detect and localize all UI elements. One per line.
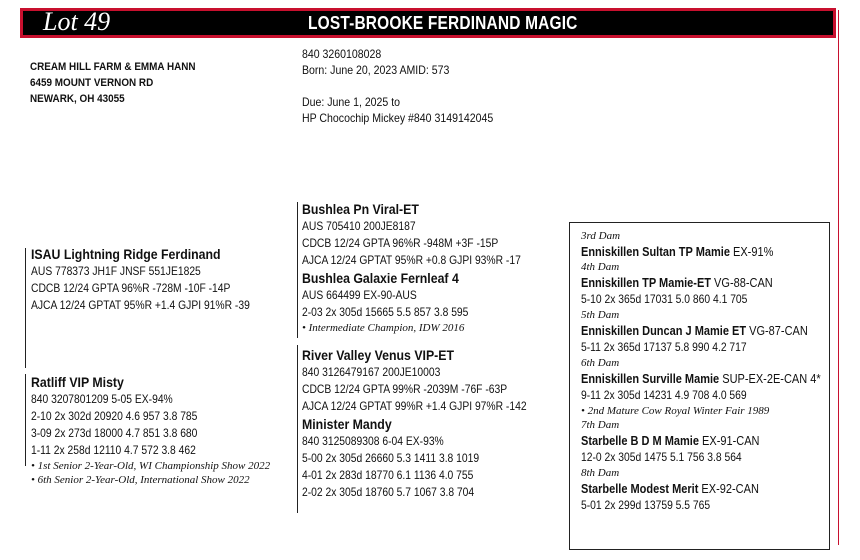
sixth-dam-note: • 2nd Mature Cow Royal Winter Fair 1989 bbox=[581, 405, 770, 417]
dam-block bbox=[31, 373, 270, 487]
dams-dam-line: 840 3125089308 6-04 EX-93% bbox=[302, 434, 444, 448]
third-dam-name: Enniskillen Sultan TP Mamie bbox=[581, 245, 730, 259]
sires-dam-name: Bushlea Galaxie Fernleaf 4 bbox=[302, 270, 459, 286]
owner-line: 6459 MOUNT VERNON RD bbox=[30, 77, 154, 89]
dam-bracket bbox=[25, 374, 26, 466]
fifth-dam-name: Enniskillen Duncan J Mamie ET bbox=[581, 324, 747, 338]
dams-dam-record: 4-01 2x 283d 18770 6.1 1136 4.0 755 bbox=[302, 468, 474, 482]
dam-record: 2-10 2x 302d 20920 4.6 957 3.8 785 bbox=[31, 409, 198, 423]
animal-info bbox=[302, 46, 519, 126]
dams-parents-bracket bbox=[297, 345, 298, 513]
seventh-dam-name: Starbelle B D M Mamie bbox=[581, 434, 699, 448]
owner-info bbox=[30, 59, 214, 107]
dam-generation-label: 3rd Dam bbox=[581, 230, 621, 242]
fifth-dam-score: VG-87-CAN bbox=[746, 324, 808, 338]
seventh-dam-record: 12-0 2x 305d 1475 5.1 756 3.8 564 bbox=[581, 450, 742, 464]
dam-line: 840 3207801209 5-05 EX-94% bbox=[31, 392, 173, 406]
owner-line: NEWARK, OH 43055 bbox=[30, 93, 125, 105]
sires-sire-line: AUS 705410 200JE8187 bbox=[302, 219, 416, 233]
sire-block bbox=[31, 245, 285, 314]
sires-sire-line: CDCB 12/24 GPTA 96%R -948M +3F -15P bbox=[302, 236, 499, 250]
eighth-dam-score: EX-92-CAN bbox=[698, 482, 759, 496]
service-sire: HP Chocochip Mickey #840 3149142045 bbox=[302, 111, 494, 125]
fourth-dam-name: Enniskillen TP Mamie-ET bbox=[581, 276, 712, 290]
lot-number: Lot 49 bbox=[43, 7, 111, 36]
animal-title: LOST-BROOKE FERDINAND MAGIC bbox=[308, 13, 578, 33]
dam-generation-label: 7th Dam bbox=[581, 419, 620, 431]
third-dam-score: EX-91% bbox=[729, 245, 774, 259]
dams-sire-line: CDCB 12/24 GPTA 99%R -2039M -76F -63P bbox=[302, 382, 508, 396]
fourth-dam-record: 5-10 2x 365d 17031 5.0 860 4.1 705 bbox=[581, 292, 748, 306]
sire-name: ISAU Lightning Ridge Ferdinand bbox=[31, 246, 221, 262]
dam-generation-label: 8th Dam bbox=[581, 467, 620, 479]
registration-number: 840 3260108028 bbox=[302, 47, 382, 61]
fourth-dam-score: VG-88-CAN bbox=[711, 276, 773, 290]
owner-line: CREAM HILL FARM & EMMA HANN bbox=[30, 61, 196, 73]
sires-sire-name: Bushlea Pn Viral-ET bbox=[302, 201, 419, 217]
dam-name: Ratliff VIP Misty bbox=[31, 374, 124, 390]
sixth-dam-name: Enniskillen Surville Mamie bbox=[581, 372, 720, 386]
dam-note: • 1st Senior 2-Year-Old, WI Championship Show 2022 bbox=[31, 460, 271, 472]
dam-record: 3-09 2x 273d 18000 4.7 851 3.8 680 bbox=[31, 426, 198, 440]
eighth-dam-name: Starbelle Modest Merit bbox=[581, 482, 699, 496]
dam-generation-label: 6th Dam bbox=[581, 357, 620, 369]
sixth-dam-record: 9-11 2x 305d 14231 4.9 708 4.0 569 bbox=[581, 388, 747, 402]
sires-sire-line: AJCA 12/24 GPTAT 95%R +0.8 GJPI 93%R -17 bbox=[302, 253, 521, 267]
dams-sire-name: River Valley Venus VIP-ET bbox=[302, 347, 455, 363]
birth-info: Born: June 20, 2023 AMID: 573 bbox=[302, 63, 450, 77]
eighth-dam-record: 5-01 2x 299d 13759 5.5 765 bbox=[581, 498, 711, 512]
dam-record: 1-11 2x 258d 12110 4.7 572 3.8 462 bbox=[31, 443, 196, 457]
sire-bracket bbox=[25, 248, 26, 368]
dams-sire-line: 840 3126479167 200JE10003 bbox=[302, 365, 441, 379]
sire-line: AUS 778373 JH1F JNSF 551JE1825 bbox=[31, 264, 201, 278]
sixth-dam-score: SUP-EX-2E-CAN 4* bbox=[719, 372, 821, 386]
sires-dam-record: 2-03 2x 305d 15665 5.5 857 3.8 595 bbox=[302, 305, 469, 319]
fifth-dam-record: 5-11 2x 365d 17137 5.8 990 4.2 717 bbox=[581, 340, 747, 354]
sires-dam-note: • Intermediate Champion, IDW 2016 bbox=[302, 322, 465, 334]
sire-line: CDCB 12/24 GPTA 96%R -728M -10F -14P bbox=[31, 281, 231, 295]
dams-dam-record: 2-02 2x 305d 18760 5.7 1067 3.8 704 bbox=[302, 485, 475, 499]
right-accent-line bbox=[838, 10, 839, 545]
dams-sire-block bbox=[302, 346, 563, 501]
sires-sire-block bbox=[302, 200, 556, 335]
dams-sire-line: AJCA 12/24 GPTAT 99%R +1.4 GJPI 97%R -142 bbox=[302, 399, 527, 413]
sire-line: AJCA 12/24 GPTAT 95%R +1.4 GJPI 91%R -39 bbox=[31, 298, 250, 312]
dams-dam-record: 5-00 2x 305d 26660 5.3 1411 3.8 1019 bbox=[302, 451, 480, 465]
deep-pedigree-box bbox=[569, 222, 830, 550]
seventh-dam-score: EX-91-CAN bbox=[698, 434, 760, 448]
dam-generation-label: 4th Dam bbox=[581, 261, 620, 273]
dam-note: • 6th Senior 2-Year-Old, International Show 2022 bbox=[31, 474, 250, 486]
due-date: Due: June 1, 2025 to bbox=[302, 95, 401, 109]
lot-header bbox=[20, 8, 836, 38]
dams-dam-name: Minister Mandy bbox=[302, 416, 392, 432]
sires-parents-bracket bbox=[297, 202, 298, 338]
sires-dam-line: AUS 664499 EX-90-AUS bbox=[302, 288, 417, 302]
dam-generation-label: 5th Dam bbox=[581, 309, 620, 321]
